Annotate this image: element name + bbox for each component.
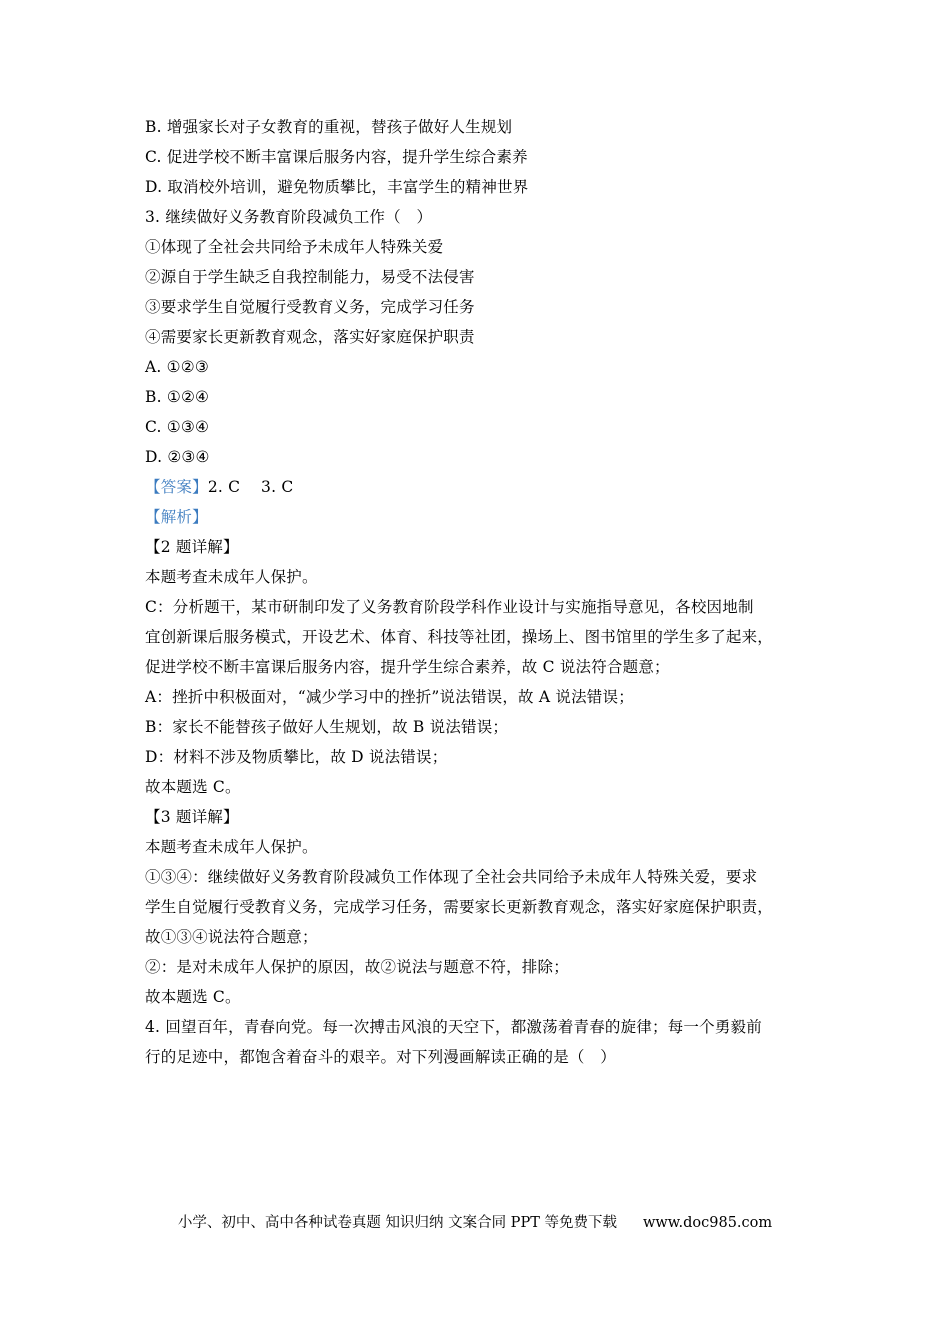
option-c-q2: C. 促进学校不断丰富课后服务内容，提升学生综合素养 xyxy=(145,148,528,166)
q3-explanation-4: ②：是对未成年人保护的原因，故②说法与题意不符，排除； xyxy=(145,958,569,976)
q2-detail-heading: 【2 题详解】 xyxy=(145,538,239,556)
q3-explanation-1: ①③④：继续做好义务教育阶段减负工作体现了全社会共同给予未成年人特殊关爱，要求 xyxy=(145,868,758,886)
question-4-stem-2: 行的足迹中，都饱含着奋斗的艰辛。对下列漫画解读正确的是（ ） xyxy=(145,1048,617,1066)
footer-text: 小学、初中、高中各种试卷真题 知识归纳 文案合同 PPT 等免费下载 xyxy=(177,1215,617,1231)
statement-1: ①体现了全社会共同给予未成年人特殊关爱 xyxy=(145,238,444,256)
q2-explanation-a: A：挫折中积极面对，“减少学习中的挫折”说法错误，故 A 说法错误； xyxy=(145,688,634,706)
page-footer xyxy=(0,1212,950,1234)
analysis-tag: 【解析】 xyxy=(145,508,208,526)
statement-3: ③要求学生自觉履行受教育义务，完成学习任务 xyxy=(145,298,475,316)
q2-explanation-d: D：材料不涉及物质攀比，故 D 说法错误； xyxy=(145,748,448,766)
question-4-stem-1: 4. 回望百年，青春向党。每一次搏击风浪的天空下，都激荡着青春的旋律；每一个勇毅前 xyxy=(145,1018,762,1036)
option-b-q3: B. ①②④ xyxy=(145,388,210,406)
q2-conclusion: 故本题选 C。 xyxy=(145,778,241,796)
q2-explanation-c-2: 宜创新课后服务模式，开设艺术、体育、科技等社团，操场上、图书馆里的学生多了起来， xyxy=(145,628,774,646)
statement-4: ④需要家长更新教育观念，落实好家庭保护职责 xyxy=(145,328,475,346)
q2-explanation-c-3: 促进学校不断丰富课后服务内容，提升学生综合素养，故 C 说法符合题意； xyxy=(145,658,670,676)
q3-explanation-2: 学生自觉履行受教育义务，完成学习任务，需要家长更新教育观念，落实好家庭保护职责， xyxy=(145,898,774,916)
statement-2: ②源自于学生缺乏自我控制能力，易受不法侵害 xyxy=(145,268,475,286)
option-a-q3: A. ①②③ xyxy=(145,358,209,376)
footer-url[interactable]: www.doc985.com xyxy=(642,1215,773,1231)
question-3-stem: 3. 继续做好义务教育阶段减负工作（ ） xyxy=(145,208,433,226)
answer-text: 2. C 3. C xyxy=(207,478,294,496)
q3-detail-heading: 【3 题详解】 xyxy=(145,808,239,826)
q2-explanation-b: B：家长不能替孩子做好人生规划，故 B 说法错误； xyxy=(145,718,509,736)
option-b-q2: B. 增强家长对子女教育的重视，替孩子做好人生规划 xyxy=(145,118,513,136)
q3-conclusion: 故本题选 C。 xyxy=(145,988,241,1006)
q2-topic: 本题考查未成年人保护。 xyxy=(145,568,318,586)
q2-explanation-c-1: C：分析题干，某市研制印发了义务教育阶段学科作业设计与实施指导意见，各校因地制 xyxy=(145,598,754,616)
document-body xyxy=(145,112,815,1072)
answer-line xyxy=(145,472,815,502)
q3-topic: 本题考查未成年人保护。 xyxy=(145,838,318,856)
answer-tag: 【答案】 xyxy=(145,478,208,496)
option-c-q3: C. ①③④ xyxy=(145,418,210,436)
option-d-q2: D. 取消校外培训，避免物质攀比，丰富学生的精神世界 xyxy=(145,178,529,196)
option-d-q3: D. ②③④ xyxy=(145,448,210,466)
q3-explanation-3: 故①③④说法符合题意； xyxy=(145,928,318,946)
